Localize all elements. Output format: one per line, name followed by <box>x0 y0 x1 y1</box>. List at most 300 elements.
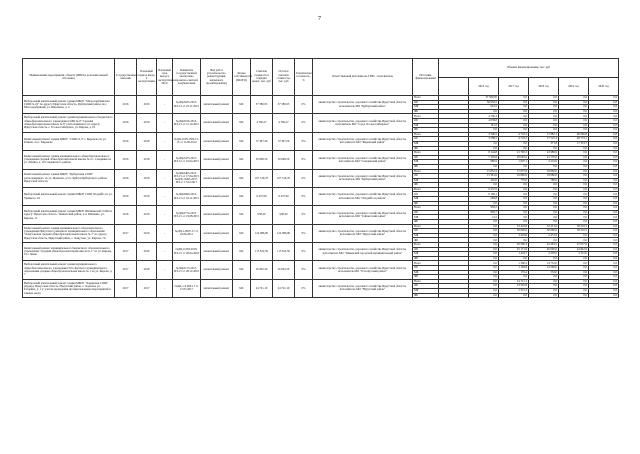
project-customer: 2017 <box>115 261 137 279</box>
project-capacity: 37 580,95 <box>251 96 273 114</box>
funding-value: 8 144,8 <box>469 151 499 156</box>
project-remaining: 115 812,50 <box>273 243 295 261</box>
funding-value: 24 721,1 <box>499 279 529 284</box>
project-readiness: 0% <box>295 261 313 279</box>
project-work-type: капитальный ремонт <box>201 224 233 242</box>
funding-value: 0,0 <box>589 270 619 275</box>
project-form: МС <box>233 151 251 169</box>
project-work-type: капитальный ремонт <box>201 96 233 114</box>
funding-value: 0,0 <box>529 114 559 119</box>
funding-value: 0,0 <box>499 215 529 220</box>
header-total-empty <box>439 77 469 96</box>
funding-value: 0,0 <box>469 146 499 151</box>
funding-value: 0,0 <box>499 210 529 215</box>
funding-value: 0,0 <box>559 275 589 280</box>
funding-value: 0,0 <box>529 128 559 133</box>
funding-source: МБ <box>413 215 439 220</box>
funding-value: 7 163,9 <box>469 155 499 160</box>
funding-value: 0,0 <box>499 114 529 119</box>
funding-value: 0,0 <box>559 215 589 220</box>
funding-value: 0,0 <box>559 160 589 165</box>
project-capacity: 24 721,10 <box>251 279 273 297</box>
funding-source: МБ <box>413 123 439 128</box>
funding-value: 0,0 <box>529 293 559 298</box>
funding-value: 0,0 <box>559 183 589 188</box>
funding-source: МБ <box>413 105 439 110</box>
funding-value: 0,0 <box>559 128 589 133</box>
project-form: МС <box>233 261 251 279</box>
project-readiness: 0% <box>295 96 313 114</box>
project-form: МС <box>233 132 251 150</box>
funding-value: 0,0 <box>529 256 559 261</box>
funding-value: 17 510,3 <box>529 137 559 142</box>
funding-value: 0,0 <box>529 123 559 128</box>
project-start: 2018 <box>137 261 157 279</box>
funding-value: 0,0 <box>589 160 619 165</box>
funding-value: 0,0 <box>559 284 589 289</box>
funding-value: 980,9 <box>469 160 499 165</box>
project-readiness: 0% <box>295 114 313 132</box>
project-remaining: 24 721,10 <box>273 279 295 297</box>
funding-value: 0,0 <box>499 256 529 261</box>
funding-value: 0,0 <box>499 206 529 211</box>
funding-value: 0,0 <box>469 270 499 275</box>
funding-value: 0,0 <box>559 256 589 261</box>
funding-value: 0,0 <box>529 201 559 206</box>
funding-source: Всего <box>413 261 439 266</box>
funding-source: Всего <box>413 169 439 174</box>
project-ngd: №ДЦ-0025-2015-ИЭ-15 от 25.11.2015 <box>173 96 201 114</box>
funding-value: 0,0 <box>559 96 589 101</box>
project-deadline: - <box>157 96 173 114</box>
funding-value: 0,0 <box>499 141 529 146</box>
funding-value: 0,0 <box>469 279 499 284</box>
project-start: 2019 <box>137 224 157 242</box>
funding-value: 21,5 <box>469 215 499 220</box>
funding-value: 0,0 <box>589 114 619 119</box>
funding-value: 0,0 <box>589 192 619 197</box>
funding-value: 0,0 <box>499 164 529 169</box>
project-customer: 2016 <box>115 151 137 169</box>
funding-value: 780,0 <box>529 178 559 183</box>
funding-source: ОБ <box>413 284 439 289</box>
project-deadline: - <box>157 261 173 279</box>
funding-value: 21 790,3 <box>499 151 529 156</box>
funding-source: Всего <box>413 243 439 248</box>
funding-value: 0,0 <box>469 233 499 238</box>
funding-value: 0,0 <box>589 293 619 298</box>
project-remaining: 37 580,95 <box>273 96 295 114</box>
funding-value: 0,0 <box>469 252 499 257</box>
funding-value: 20 093,2 <box>499 155 529 160</box>
funding-value: 0,0 <box>559 201 589 206</box>
funding-value <box>439 293 469 298</box>
project-deadline: - <box>157 151 173 169</box>
funding-value: 0,0 <box>469 220 499 225</box>
funding-value: 0,0 <box>529 210 559 215</box>
project-work-type: капитальный ремонт <box>201 169 233 187</box>
funding-source: ФБ <box>413 275 439 280</box>
project-ngd: №ДЦ-0463-2015-ИЭ-15 от 17.04.2015 №ЦЭС-0465-2017-ИЭ от 17.02.2017 <box>173 169 201 187</box>
project-form: МС <box>233 96 251 114</box>
project-executor: министерство строительства, дорожного хозяйства Иркутской области, исполнитель МО "Тайшетский район" <box>313 206 413 224</box>
funding-value: 176,4 <box>499 270 529 275</box>
funding-value: 33 418,8 <box>499 224 529 229</box>
funding-value: 0,0 <box>589 288 619 293</box>
project-work-type: капитальный ремонт <box>201 279 233 297</box>
funding-value: 0,0 <box>499 109 529 114</box>
header-form: Форма собственности (МО/ГО) <box>233 59 251 96</box>
funding-value: 0,0 <box>559 151 589 156</box>
funding-value: 0,0 <box>589 151 619 156</box>
project-work-type: капитальный ремонт <box>201 151 233 169</box>
project-capacity: 124 086,90 <box>251 224 273 242</box>
funding-source: ОБ <box>413 174 439 179</box>
funding-source: МБ <box>413 178 439 183</box>
project-remaining: 4 760,27 <box>273 114 295 132</box>
funding-source: ФБ <box>413 128 439 133</box>
project-name: Выборочный капитальный ремонт здания МБОУ "Харикская СОШ" (Ордер), Иркутская область, Нукутский район, с. Хадахан, ул. Гагарина, д. 1 (с учетом проведения противопожарных мероприятий и замены окон) <box>23 279 115 297</box>
funding-source: ФБ <box>413 293 439 298</box>
project-ngd: №ДЦ-0772-2015-ИЭ-15 от 19.08.2015 <box>173 206 201 224</box>
funding-source: ФБ <box>413 201 439 206</box>
project-executor: министерство строительства, дорожного хозяйства Иркутской области, исполнитель МО "город Усолье-Сибирское" <box>313 114 413 132</box>
funding-value: 450,6 <box>469 178 499 183</box>
project-executor: министерство строительства, дорожного хозяйства Иркутской области, исполнитель МО "Нукутский район" <box>313 279 413 297</box>
project-ngd: №ДЦ-1108-1506-15-15 от 15.09.2014 <box>173 132 201 150</box>
funding-value: 0,0 <box>559 174 589 179</box>
funding-source: Всего <box>413 187 439 192</box>
funding-source: ФБ <box>413 256 439 261</box>
project-customer: 2016 <box>115 132 137 150</box>
funding-value: 2 451,6 <box>529 233 559 238</box>
funding-value: 0,0 <box>499 105 529 110</box>
project-executor: министерство строительства, дорожного хозяйства Иркутской области, исполнитель МО "Иркутский район" <box>313 224 413 242</box>
funding-value: 0,0 <box>589 100 619 105</box>
project-executor: министерство строительства, дорожного хозяйства Иркутской области, исполнитель МО "Слюдянский район" <box>313 151 413 169</box>
funding-value: 2,0 <box>469 141 499 146</box>
funding-value: 58 216,5 <box>559 224 589 229</box>
funding-value: 0,0 <box>469 224 499 229</box>
funding-value: 0,0 <box>499 96 529 101</box>
funding-value: 0,0 <box>589 243 619 248</box>
funding-value: 44 842,9 <box>559 247 589 252</box>
project-capacity: 115 812,50 <box>251 243 273 261</box>
project-form: МС <box>233 114 251 132</box>
funding-source: ОБ <box>413 155 439 160</box>
funding-value: 17 882,1 <box>529 132 559 137</box>
project-work-type: капитальный ремонт <box>201 187 233 205</box>
project-start: 2016 <box>137 187 157 205</box>
funding-value: 0,0 <box>559 105 589 110</box>
funding-source: Всего <box>413 279 439 284</box>
funding-value: 1 360,2 <box>499 261 529 266</box>
funding-value: 0,0 <box>589 206 619 211</box>
funding-value: 0,0 <box>469 128 499 133</box>
project-ngd: №ДЦ-0175-2017-ИЭ-15 от 28.12.2016 <box>173 261 201 279</box>
funding-value: 0,0 <box>589 284 619 289</box>
funding-value: 0,0 <box>499 220 529 225</box>
funding-value: 0,0 <box>589 164 619 169</box>
funding-value: 25 171,6 <box>499 247 529 252</box>
project-ngd: №ДЦ-0016-2015-ИЭ-15 от 12.10.2015 <box>173 114 201 132</box>
funding-value: 1 424,7 <box>499 252 529 257</box>
funding-value: 0,0 <box>559 118 589 123</box>
project-name: Капитальный ремонт здания муниципального образовательного учреждения Иркутского районного муниципального образования "Хомутовская средняя общеобразовательная школа № 1" по адресу: Иркутская область, Иркутский район, с. Хомутово, ул. Кирова, 7А <box>23 224 115 242</box>
funding-value: 0,0 <box>559 210 589 215</box>
funding-value: 23 505,8 <box>499 284 529 289</box>
project-ngd: №ДЦ-0990-2015-ИЭ-15 от 16.11.2015 <box>173 187 201 205</box>
funding-value: 1 215,3 <box>499 288 529 293</box>
funding-value: 0,0 <box>469 238 499 243</box>
project-form: МС <box>233 279 251 297</box>
project-name: Выборочный капитальный ремонт здания МБОУ СОШ г.Бодайбо по ул. Урицкого, 16 <box>23 187 115 205</box>
project-deadline: - <box>157 243 173 261</box>
funding-value: 0,0 <box>529 284 559 289</box>
funding-value: 0,0 <box>589 137 619 142</box>
project-ngd: №ДЦ-1-0097-17 от 22.06.2012 <box>173 224 201 242</box>
project-start: 2018 <box>137 151 157 169</box>
funding-value: 371,8 <box>529 141 559 146</box>
project-start: 2019 <box>137 243 157 261</box>
funding-value: 0,0 <box>529 146 559 151</box>
funding-value: 0,0 <box>589 187 619 192</box>
project-executor: министерство строительства, дорожного хозяйства Иркутской области, исполнитель МО "Куйтунский район" <box>313 96 413 114</box>
project-ngd: №ДЦ-0 058-2018-ИЭ-15 от 28.04.2018 <box>173 243 201 261</box>
funding-value: 624,5 <box>469 105 499 110</box>
funding-value: 26 596,3 <box>499 243 529 248</box>
project-executor: министерство строительства, дорожного хозяйства Иркутской области, исполнитель МО "Зиминский городской муниципальный район" <box>313 243 413 261</box>
funding-value: 0,0 <box>469 275 499 280</box>
funding-value: 0,0 <box>589 96 619 101</box>
funding-value: 0,0 <box>499 128 529 133</box>
funding-value: 2 219,9 <box>529 160 559 165</box>
funding-value: 0,0 <box>559 109 589 114</box>
funding-value: 0,0 <box>589 261 619 266</box>
header-customer: Государственный заказчик <box>115 59 137 96</box>
project-deadline: - <box>157 132 173 150</box>
funding-value: 16 896,9 <box>499 174 529 179</box>
header-year: 2020 год <box>589 77 619 96</box>
funding-value: 779,0 <box>499 178 529 183</box>
funding-value: 0,0 <box>559 164 589 169</box>
funding-value: 18 860,0 <box>529 169 559 174</box>
funding-value: 0,0 <box>559 155 589 160</box>
funding-value: 14 732,0 <box>529 261 559 266</box>
funding-value: 0,0 <box>589 224 619 229</box>
funding-value: 0,0 <box>499 192 529 197</box>
funding-value: 0,0 <box>559 146 589 151</box>
funding-value: 0,0 <box>559 206 589 211</box>
funding-source: МБ <box>413 141 439 146</box>
project-executor: министерство строительства, дорожного хозяйства Иркутской области, исполнитель МО "Киренский район" <box>313 132 413 150</box>
funding-value: 43 989,9 <box>529 151 559 156</box>
funding-value: 0,0 <box>589 109 619 114</box>
funding-value: 0,0 <box>469 109 499 114</box>
funding-value: 3 590,5 <box>469 132 499 137</box>
funding-value: 0,0 <box>559 288 589 293</box>
funding-value: 4 658,8 <box>469 118 499 123</box>
project-work-type: капитальный ремонт <box>201 206 233 224</box>
project-start: 2017 <box>137 279 157 297</box>
project-ngd: №ДЦ-0475-2017-ИЭ-15 от 10.04.2015 <box>173 151 201 169</box>
project-work-type: капитальный ремонт <box>201 132 233 150</box>
funding-value: 0,0 <box>529 96 559 101</box>
funding-value: 0,0 <box>469 293 499 298</box>
funding-source: ОБ <box>413 192 439 197</box>
funding-value: 0,0 <box>559 270 589 275</box>
funding-value: 4 718,3 <box>499 137 529 142</box>
project-capacity: 4 760,27 <box>251 114 273 132</box>
funding-value: 0,0 <box>529 105 559 110</box>
funding-value: 0,0 <box>589 210 619 215</box>
project-form: МС <box>233 224 251 242</box>
project-remaining: 124 086,90 <box>273 224 295 242</box>
funding-value: 0,0 <box>559 238 589 243</box>
funding-value: 17 675,9 <box>499 169 529 174</box>
funding-value: 0,0 <box>469 243 499 248</box>
funding-value: 0,0 <box>499 100 529 105</box>
project-readiness: 0% <box>295 169 313 187</box>
funding-value: 0,0 <box>499 238 529 243</box>
funding-source: ФБ <box>413 220 439 225</box>
funding-value: 0,0 <box>589 197 619 202</box>
funding-value: 0,0 <box>529 183 559 188</box>
funding-value: 0,0 <box>529 279 559 284</box>
funding-value: 0,0 <box>559 220 589 225</box>
project-form: МС <box>233 169 251 187</box>
project-deadline: - <box>157 169 173 187</box>
funding-value: 0,0 <box>559 187 589 192</box>
funding-value: 0,0 <box>589 183 619 188</box>
funding-value: 0,0 <box>589 220 619 225</box>
funding-value: 0,0 <box>589 275 619 280</box>
funding-value: 37 580,95 <box>469 96 499 101</box>
funding-value: 0,0 <box>469 247 499 252</box>
project-customer: 2017 <box>115 243 137 261</box>
funding-value: 0,0 <box>559 114 589 119</box>
funding-source: МБ <box>413 270 439 275</box>
funding-value: 0,0 <box>589 238 619 243</box>
funding-source: ОБ <box>413 229 439 234</box>
funding-value: 0,0 <box>589 178 619 183</box>
header-deadline: Плановый срок ввода в эксплуатацию ПСД <box>157 59 173 96</box>
funding-source: Всего <box>413 96 439 101</box>
project-start: 2016 <box>137 114 157 132</box>
funding-value: 0,0 <box>529 109 559 114</box>
funding-value: 2 215,0 <box>559 252 589 257</box>
funding-value: 0,0 <box>589 256 619 261</box>
funding-value: 0,0 <box>559 100 589 105</box>
funding-value: 0,0 <box>589 146 619 151</box>
funding-source: МБ <box>413 197 439 202</box>
funding-value: 0,0 <box>559 261 589 266</box>
funding-value: 0,0 <box>589 141 619 146</box>
funding-value: 936,7 <box>469 210 499 215</box>
funding-value: 0,0 <box>589 247 619 252</box>
project-remaining: 72 397,26 <box>273 132 295 150</box>
funding-value: 0,0 <box>589 123 619 128</box>
project-form: МС <box>233 187 251 205</box>
funding-value: 0,0 <box>559 265 589 270</box>
funding-value: 32 451,6 <box>529 224 559 229</box>
funding-source: ОБ <box>413 118 439 123</box>
project-work-type: капитальный ремонт <box>201 114 233 132</box>
funding-source: МБ <box>413 252 439 257</box>
project-remaining: 958,20 <box>273 206 295 224</box>
funding-value: 0,0 <box>529 275 559 280</box>
funding-value: 0,0 <box>529 238 559 243</box>
project-start: 2018 <box>137 132 157 150</box>
project-work-type: капитальный ремонт <box>201 261 233 279</box>
funding-value: 1 183,8 <box>499 265 529 270</box>
funding-value: 0,0 <box>589 169 619 174</box>
funding-value: 0,0 <box>589 155 619 160</box>
project-remaining: 6 437,90 <box>273 187 295 205</box>
funding-value: 0,0 <box>589 233 619 238</box>
funding-value: 0,0 <box>589 132 619 137</box>
funding-value: 14 200,0 <box>529 265 559 270</box>
project-deadline: - <box>157 224 173 242</box>
funding-value: 0,0 <box>589 252 619 257</box>
funding-value: 0,0 <box>559 169 589 174</box>
funding-value: 0,0 <box>499 201 529 206</box>
project-name: Капитальный ремонт здания МБОУ "СОШ № 3" г. Киренска по ул. Репина, 4 в г. Киренске <box>23 132 115 150</box>
funding-value: 958,2 <box>469 206 499 211</box>
funding-source: ОБ <box>413 100 439 105</box>
funding-value: 17 333,7 <box>559 141 589 146</box>
project-name: Выборочный капитальный ремонт здания МБОУ Шиткинской СОШ по адресу: Иркутская область, Тайшетский район, р.п. Шиткино, ул. Кирова, 11 <box>23 206 115 224</box>
table-body <box>23 96 619 298</box>
funding-value: 0,0 <box>469 229 499 234</box>
funding-source: ФБ <box>413 238 439 243</box>
funding-value: 0,0 <box>469 183 499 188</box>
project-name: Капитальный ремонт здания муниципального общеобразовательного учреждения средней общеобразовательной школы № 2 г. Слюдянки по ул. Ленина, д. 10 Слюдянского района <box>23 151 115 169</box>
funding-value: 0,0 <box>499 118 529 123</box>
funding-value: 0,0 <box>589 229 619 234</box>
funding-value: 0,0 <box>529 206 559 211</box>
project-readiness: 0% <box>295 132 313 150</box>
project-capacity: 16 092,20 <box>251 261 273 279</box>
funding-value: 0,0 <box>589 265 619 270</box>
header-work-type: Вид работ (строительство, реконструкция, капремонт, проектирование) <box>201 59 233 96</box>
funding-value: 66 066,8 <box>559 132 589 137</box>
funding-value: 48 733,1 <box>559 137 589 142</box>
project-deadline: - <box>157 279 173 297</box>
header-funding-group: Объемы финансирования, тыс. руб <box>439 59 619 78</box>
funding-source: ФБ <box>413 164 439 169</box>
table-header <box>23 59 619 96</box>
funding-value: 0,0 <box>559 293 589 298</box>
project-remaining: 16 092,20 <box>273 261 295 279</box>
funding-value: 0,0 <box>589 118 619 123</box>
project-readiness: 0% <box>295 206 313 224</box>
project-name: Выборочный капитальный ремонт здания муниципального бюджетного общеобразовательного учреждения СОШ № 8 "Средняя общеобразовательная школа № 8" расположенного по адресу: Иркутская область, г. Усолье-Сибирское, ул. Кирова, д. 61 <box>23 114 115 132</box>
project-customer: 2016 <box>115 114 137 132</box>
project-name: Капитальный ремонт здания МБОУ "Куйтунская СОШ" расположенного по ул. Жданова, д.5 п. Куйтун Куйтунского района Иркутской области <box>23 169 115 187</box>
funding-source: ОБ <box>413 137 439 142</box>
funding-value: 0,0 <box>499 293 529 298</box>
project-name: Выборочный капитальный ремонт здания МБОУ "Малосеребрянская СОШ № 22" по адресу: Иркутская область, Куйтунский район, пос. Малосеребряный, ул. Школьная, д. 4 <box>23 96 115 114</box>
funding-value: 30 000,0 <box>529 229 559 234</box>
funding-value: 36 956,5 <box>469 100 499 105</box>
header-source: Источник финансирования <box>413 59 439 96</box>
header-year: 2016 год <box>469 77 499 96</box>
funding-value: 0,0 <box>529 164 559 169</box>
project-readiness: 0% <box>295 243 313 261</box>
funding-value: 0,0 <box>469 284 499 289</box>
funding-value: 30 000,0 <box>499 229 529 234</box>
